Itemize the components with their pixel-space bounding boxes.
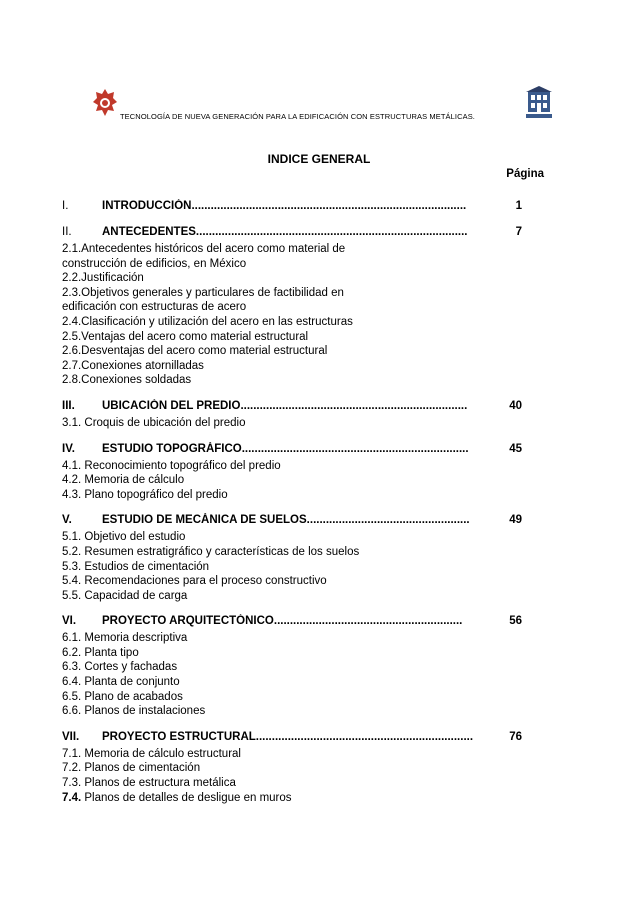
section-number: III. [62,399,75,412]
item-text: 2.7.Conexiones atornilladas [62,359,204,372]
item-text: construcción de edificios, en México [62,257,247,270]
toc-item [62,286,522,301]
toc-item [62,646,522,661]
item-text: Memoria de cálculo [81,474,185,487]
item-text: Estudios de cimentación [81,560,210,573]
toc-item [62,344,522,359]
item-number: 6.1. [62,632,82,645]
section-title: ESTUDIO TOPOGRÁFICO....................................................................... [102,442,469,455]
item-text: Capacidad de carga [81,589,188,602]
item-text: Planos de cimentación [81,762,201,775]
toc-section-heading [62,199,522,214]
toc-item [62,300,522,315]
page-header [92,86,552,122]
section-number: II. [62,226,72,238]
toc-item [62,488,522,503]
school-logo-icon [526,86,552,120]
section-number: VI. [62,615,77,628]
toc-item [62,574,522,589]
section-page-number: 7 [515,226,522,238]
toc-item [62,675,522,690]
item-number: 4.2. [62,474,82,487]
toc-section-heading [62,614,522,629]
section-number: V. [62,514,72,527]
item-text: 2.5.Ventajas del acero como material estructural [62,330,309,343]
item-number: 5.4. [62,575,82,588]
section-title: PROYECTO ESTRUCTURAL.................................................................... [102,730,474,743]
item-number: 7.1. [62,747,82,760]
page-title: INDICE GENERAL [267,152,371,166]
table-of-contents [62,199,522,816]
item-text: Planta de conjunto [81,676,180,689]
toc-item [62,330,522,345]
item-text: Planos de instalaciones [81,705,206,718]
toc-item [62,459,522,474]
item-text: Croquis de ubicación del predio [81,416,246,429]
item-text: 2.3.Objetivos generales y particulares de factibilidad en [62,286,344,299]
toc-item [62,660,522,675]
section-page-number: 56 [509,615,522,628]
toc-section [62,614,522,719]
item-text: Planos de detalles de desligue en muros [81,791,292,804]
section-title: PROYECTO ARQUITECTÓNICO........................................................... [102,615,463,628]
item-number: 7.2. [62,762,82,775]
item-text: Memoria descriptiva [81,632,188,645]
item-text: Memoria de cálculo estructural [81,747,241,760]
item-text: 2.2.Justificación [62,272,144,285]
toc-item [62,761,522,776]
institution-seal-icon [92,88,118,118]
section-title: ANTECEDENTES..................................................................................... [102,226,468,238]
toc-item [62,560,522,575]
section-page-number: 49 [509,514,522,527]
item-number: 6.3. [62,661,82,674]
toc-section [62,199,522,214]
item-number: 6.6. [62,705,82,718]
item-number: 5.3. [62,560,82,573]
toc-item [62,242,522,257]
toc-item [62,704,522,719]
section-title: INTRODUCCIÓN...................................................................................... [102,200,467,212]
section-page-number: 76 [509,730,522,743]
item-number: 7.4. [62,791,82,804]
section-page-number: 40 [509,399,522,412]
item-text: Planta tipo [81,646,139,659]
toc-section [62,399,522,431]
section-number: IV. [62,442,76,455]
item-text: Recomendaciones para el proceso constructivo [81,575,327,588]
item-text: 2.8.Conexiones soldadas [62,374,192,387]
toc-item [62,747,522,762]
toc-section [62,513,522,603]
section-page-number: 45 [509,442,522,455]
item-number: 6.5. [62,690,82,703]
toc-item [62,271,522,286]
toc-item [62,257,522,272]
toc-section-heading [62,730,522,745]
item-text: 2.6.Desventajas del acero como material estructural [62,345,328,358]
item-number: 6.4. [62,676,82,689]
section-number: VII. [62,730,80,743]
section-page-number: 1 [515,200,522,212]
toc-item [62,416,522,431]
item-number: 6.2. [62,646,82,659]
item-text: Cortes y fachadas [81,661,178,674]
toc-item [62,589,522,604]
item-text: 2.1.Antecedentes históricos del acero como material de [62,243,346,255]
item-text: Objetivo del estudio [81,531,186,544]
toc-item [62,776,522,791]
item-text: Resumen estratigráfico y características de los suelos [81,545,360,558]
toc-section-heading [62,225,522,240]
header-text: TECNOLOGÍA DE NUEVA GENERACIÓN PARA LA EDIFICACIÓN CON ESTRUCTURAS METÁLICAS. [120,112,475,121]
item-text: edificación con estructuras de acero [62,301,247,314]
section-title: ESTUDIO DE MECÁNICA DE SUELOS................................................... [102,514,470,527]
toc-item [62,530,522,545]
toc-item [62,631,522,646]
item-text: Plano topográfico del predio [81,488,228,501]
toc-section-heading [62,442,522,457]
item-number: 3.1. [62,416,82,429]
item-number: 4.1. [62,459,82,472]
toc-section [62,442,522,503]
toc-item [62,791,522,806]
toc-section [62,225,522,388]
toc-item [62,690,522,705]
item-number: 5.1. [62,531,82,544]
toc-item [62,315,522,330]
item-text: 2.4.Clasificación y utilización del acero en las estructuras [62,315,353,328]
item-text: Plano de acabados [81,690,183,703]
toc-item [62,545,522,560]
toc-section-heading [62,399,522,414]
toc-item [62,473,522,488]
toc-section-heading [62,513,522,528]
section-title: UBICACIÓN DEL PREDIO....................................................................... [102,399,468,412]
item-text: Planos de estructura metálica [81,777,236,790]
item-text: Reconocimiento topográfico del predio [81,459,281,472]
item-number: 4.3. [62,488,82,501]
toc-section [62,730,522,805]
toc-item [62,359,522,374]
toc-item [62,373,522,388]
item-number: 7.3. [62,777,82,790]
item-number: 5.2. [62,545,82,558]
section-number: I. [62,200,69,212]
item-number: 5.5. [62,589,82,602]
page-column-label: Página [506,168,544,180]
